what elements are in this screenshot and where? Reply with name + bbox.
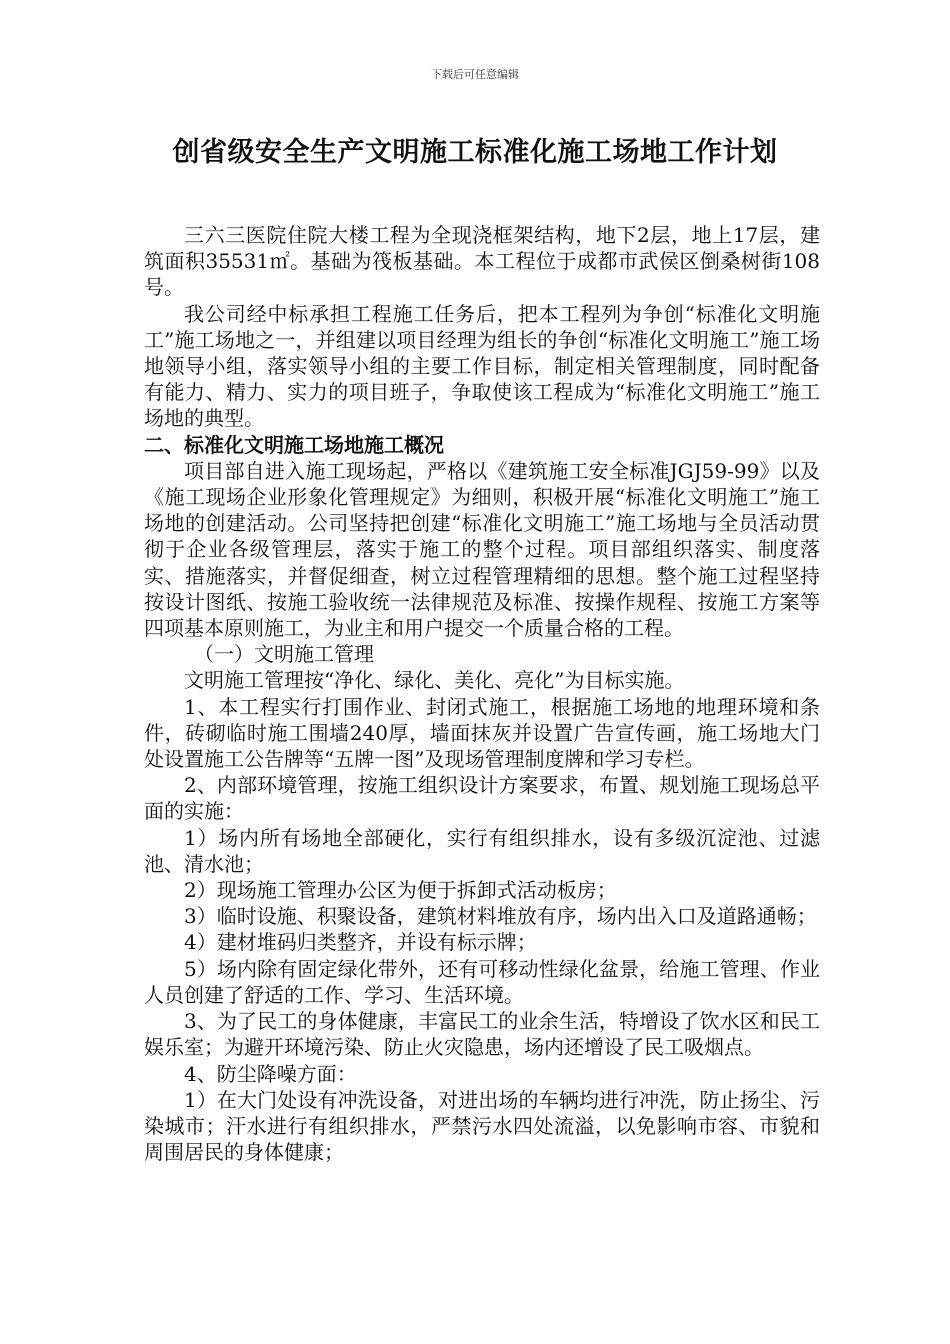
- body-paragraph: 1）在大门处设有冲洗设备，对进出场的车辆均进行冲洗，防止扬尘、污染城市；汗水进行有组织排水，严禁污水四处流溢，以免影响市容、市貌和周围居民的身体健康；: [144, 1087, 820, 1165]
- body-paragraph: 3、为了民工的身体健康，丰富民工的业余生活，特增设了饮水区和民工娱乐室；为避开环境污染、防止火灾隐患，场内还增设了民工吸烟点。: [144, 1009, 820, 1060]
- document-title: 创省级安全生产文明施工标准化施工场地工作计划: [172, 137, 778, 168]
- body-paragraph: 三六三医院住院大楼工程为全现浇框架结构，地下2层，地上17层，建筑面积35531㎡。基础为筏板基础。本工程位于成都市武侯区倒桑树街108号。: [144, 223, 820, 300]
- document-body: [144, 222, 820, 1165]
- body-paragraph: 文明施工管理按“净化、绿化、美化、亮化”为目标实施。: [184, 668, 685, 693]
- body-paragraph: 3）临时设施、积聚设备，建筑材料堆放有序，场内出入口及道路通畅；: [184, 904, 817, 929]
- body-paragraph: 5）场内除有固定绿化带外，还有可移动性绿化盆景，给施工管理、作业人员创建了舒适的工作、学习、生活环境。: [144, 956, 820, 1007]
- body-paragraph: 2、内部环境管理，按施工组织设计方案要求，布置、规划施工现场总平面的实施：: [144, 773, 820, 824]
- body-paragraph: 1）场内所有场地全部硬化，实行有组织排水，设有多级沉淀池、过滤池、清水池；: [144, 825, 820, 876]
- body-paragraph: 1、本工程实行打围作业、封闭式施工，根据施工场地的地理环境和条件，砖砌临时施工围墙240厚，墙面抹灰并设置广告宣传画，施工场地大门处设置施工公告牌等“五牌一图”及现场管理制度牌和学习专栏。: [144, 694, 820, 772]
- header-note: 下载后可任意编辑: [431, 68, 519, 81]
- body-paragraph: 项目部自进入施工现场起，严格以《建筑施工安全标准JGJ59-99》以及《施工现场企业形象化管理规定》为细则，积极开展“标准化文明施工”施工场地的创建活动。公司坚持把创建“标准化文明施工”施工场地与全员活动贯彻于企业各级管理层，落实于施工的整个过程。项目部组织落实、制度落实、措施落实，并督促细查，树立过程管理精细的思想。整个施工过程坚持按设计图纸、按施工验收统一法律规范及标准、按操作规程、按施工方案等四项基本原则施工，为业主和用户提交一个质量合格的工程。: [144, 458, 820, 641]
- body-paragraph: 4、防尘降噪方面：: [184, 1061, 357, 1086]
- body-paragraph: 4）建材堆码归类整齐，并设有标示牌；: [184, 930, 537, 955]
- body-paragraph: 我公司经中标承担工程施工任务后，把本工程列为争创“标准化文明施工”施工场地之一，并组建以项目经理为组长的争创“标准化文明施工”施工场地领导小组，落实领导小组的主要工作目标，制定相关管理制度，同时配备有能力、精力、实力的项目班子，争取使该工程成为“标准化文明施工”施工场地的典型。: [144, 301, 820, 431]
- subsection-heading: （一）文明施工管理: [194, 642, 374, 667]
- body-paragraph: 2）现场施工管理办公区为便于拆卸式活动板房；: [184, 878, 617, 903]
- section-heading: 二、标准化文明施工场地施工概况: [144, 432, 444, 457]
